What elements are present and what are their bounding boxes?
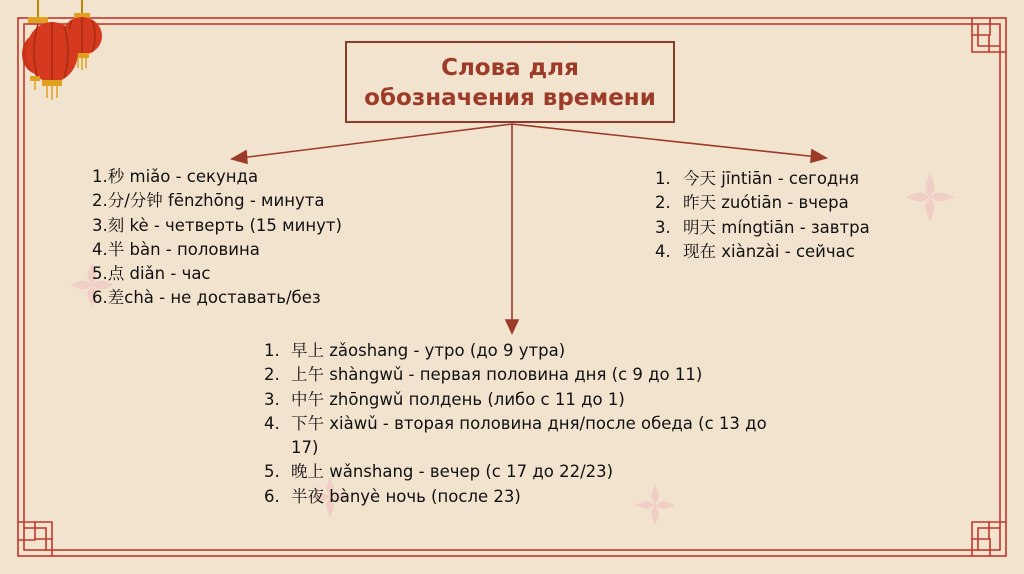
item-number: 6.: [264, 486, 280, 506]
title-box: [345, 41, 675, 123]
item-text: 半夜 bànyè ночь (после 23): [291, 486, 521, 506]
item-text: 下午 xiàwǔ - вторая половина дня/после обеда (с 13 до 17): [291, 413, 767, 458]
item-text: 半 bàn - половина: [107, 239, 260, 259]
item-number: 2.: [264, 365, 280, 385]
item-number: 4.: [92, 239, 108, 259]
item-number: 3.: [264, 389, 280, 409]
item-text: 昨天 zuótiān - вчера: [683, 193, 849, 213]
list-item: [264, 412, 784, 461]
item-text: 早上 zǎoshang - утро (до 9 утра): [291, 341, 566, 360]
page-title: [364, 53, 656, 113]
item-text: 秒 miǎo - секунда: [107, 167, 259, 186]
item-text: 刻 kè - четверть (15 минут): [107, 215, 342, 235]
list-item: [92, 214, 422, 238]
list-item: [655, 216, 945, 240]
item-text: 今天 jīntiān - сегодня: [683, 169, 860, 188]
item-text: 点 diǎn - час: [107, 264, 211, 284]
list-item: [264, 363, 784, 387]
item-number: 1.: [655, 169, 671, 188]
item-number: 3.: [655, 217, 671, 237]
item-number: 2.: [655, 193, 671, 213]
list-item: [92, 262, 422, 286]
item-number: 3.: [92, 215, 108, 235]
item-number: 4.: [264, 413, 280, 433]
item-text: 差chà - не доставать/без: [107, 288, 321, 308]
item-number: 2.: [92, 191, 108, 211]
item-number: 5.: [92, 264, 108, 284]
list-item: [655, 167, 945, 191]
list-item: [264, 388, 784, 412]
list-item: [92, 165, 422, 189]
list-item: [92, 238, 422, 262]
item-number: 5.: [264, 462, 280, 482]
item-number: 6.: [92, 288, 108, 308]
parts-of-day-list: [264, 339, 784, 509]
list-item: [264, 339, 784, 363]
item-text: 中午 zhōngwǔ полдень (либо с 11 до 1): [291, 389, 625, 409]
days-list: [655, 167, 945, 264]
item-number: 4.: [655, 241, 671, 261]
title-line-2: обозначения времени: [364, 85, 656, 111]
lantern-icon: [22, 0, 102, 100]
item-text: 晚上 wǎnshang - вечер (с 17 до 22/23): [291, 462, 614, 482]
list-item: [92, 286, 422, 310]
item-number: 1.: [264, 341, 280, 360]
title-line-1: Слова для: [441, 55, 579, 81]
list-item: [264, 460, 784, 484]
list-item: [655, 240, 945, 264]
list-item: [92, 189, 422, 213]
item-text: 现在 xiànzài - сейчас: [683, 241, 855, 261]
list-item: [264, 485, 784, 509]
units-of-time-list: [92, 165, 422, 311]
item-text: 上午 shàngwǔ - первая половина дня (с 9 до 11): [291, 365, 703, 385]
item-text: 分/分钟 fēnzhōng - минута: [107, 191, 325, 211]
item-text: 明天 míngtiān - завтра: [683, 217, 870, 237]
list-item: [655, 191, 945, 215]
item-number: 1.: [92, 167, 108, 186]
